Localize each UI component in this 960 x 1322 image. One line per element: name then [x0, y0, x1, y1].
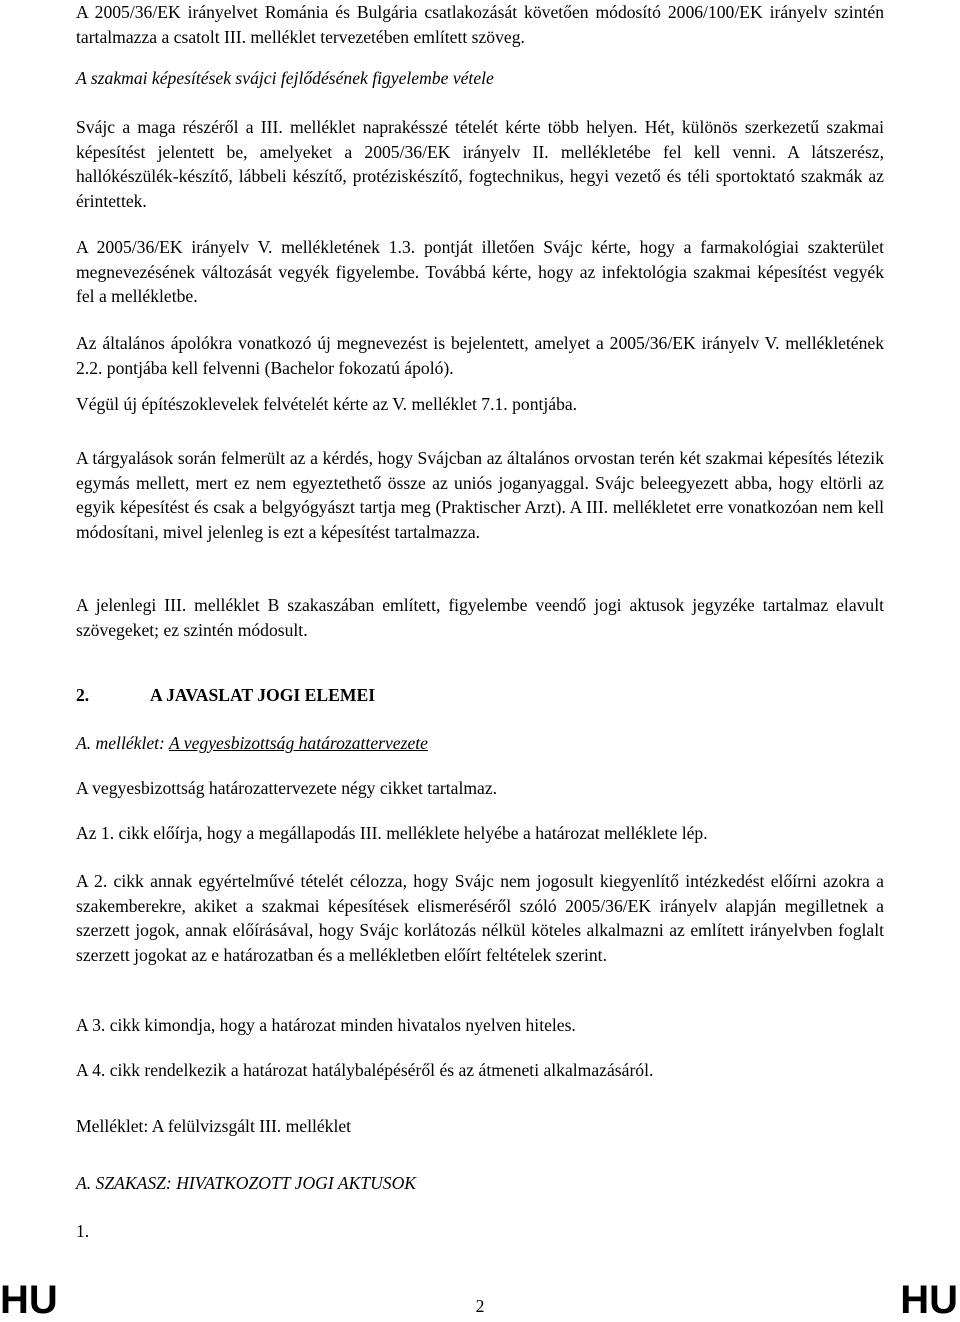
list-number-1: 1. [76, 1221, 90, 1241]
paragraph-four-articles: A vegyesbizottság határozattervezete négy cikket tartalmaz. [76, 778, 498, 798]
paragraph-architecture-diplomas: Végül új építészoklevelek felvételét kérte az V. melléklet 7.1. pontjába. [76, 394, 578, 414]
paragraph-pharmacology-infectology: A 2005/36/EK irányelv V. mellékletének 1.3. pontját illetően Svájc kérte, hogy a farmakológiai szakterület megnevezésének változását vegyék figyelembe. Továbbá kérte, hogy az infektológia szakmai képesítést vegyék fel a mellékletbe. [76, 237, 884, 306]
paragraph-article-3: A 3. cikk kimondja, hogy a határozat minden hivatalos nyelven hiteles. [76, 1015, 576, 1035]
paragraph-general-nurses: Az általános ápolókra vonatkozó új megnevezést is bejelentett, amelyet a 2005/36/EK irányelv V. mellékletének 2.2. pontjába kell felvenni (Bachelor fokozatú ápoló). [76, 333, 884, 378]
paragraph-general-medicine: A tárgyalások során felmerült az a kérdés, hogy Svájcban az általános orvostan terén két szakmai képesítés létezik egymás mellett, mert ez nem egyeztethető össze az uniós joganyaggal. Svájc beleegyezett abba, hogy eltörli az egyik képesítést és csak a belgyógyászt tartja meg (Praktischer Arzt). A III. mellékletet erre vonatkozóan nem kell módosítani, mivel jelenleg is ezt a képesítést tartalmazza. [76, 448, 884, 542]
annex-a-prefix: A. melléklet: [76, 733, 169, 753]
paragraph-directive-2006-100: A 2005/36/EK irányelvet Románia és Bulgária csatlakozását követően módosító 2006/100/EK irányelv szintén tartalmazza a csatolt III. melléklet tervezetében említett szöveg. [76, 2, 884, 47]
section-heading-legal-elements [76, 683, 884, 708]
paragraph-article-4: A 4. cikk rendelkezik a határozat hatálybalépéséről és az átmeneti alkalmazásáról. [76, 1060, 654, 1080]
language-code-right: HU [900, 1278, 958, 1322]
paragraph-swiss-update-request: Svájc a maga részéről a III. melléklet naprakésszé tételét kérte több helyen. Hét, különös szerkezetű szakmai képesítést jelentett be, amelyeket a 2005/36/EK irányelv II. mellékletébe fel kell venni. A látszerész, hallókészülék-készítő, lábbeli készítő, protéziskészítő, fogtechnikus, hegyi vezető és téli sportoktató szakmák az érintettek. [76, 117, 884, 211]
page-number: 2 [475, 1296, 485, 1316]
section-title-swiss-developments: A szakmai képesítések svájci fejlődésének figyelembe vétele [76, 68, 494, 88]
section-a-heading: A. SZAKASZ: HIVATKOZOTT JOGI AKTUSOK [76, 1173, 417, 1193]
annex-a-underlined-title: A vegyesbizottság határozattervezete [168, 733, 428, 753]
annex-a-title [76, 731, 884, 756]
annex-heading-revised-iii: Melléklet: A felülvizsgált III. melléklet [76, 1116, 352, 1136]
language-code-left: HU [0, 1278, 58, 1322]
section-heading-number: 2. [76, 685, 90, 705]
paragraph-article-2: A 2. cikk annak egyértelművé tételét célozza, hogy Svájc nem jogosult kiegyenlítő intézkedést előírni azokra a szakemberekre, akiket a szakmai képesítések elismeréséről szóló 2005/36/EK irányelv alapján megilletnek a szerzett jogok, annak előírásával, hogy Svájc korlátozás nélkül köteles alkalmazni az említett irányelvben foglalt szerzett jogokat az e határozatban és a mellékletben előírt feltételek szerint. [76, 871, 884, 965]
paragraph-article-1: Az 1. cikk előírja, hogy a megállapodás III. melléklete helyébe a határozat melléklete lép. [76, 823, 708, 843]
section-heading-text: A JAVASLAT JOGI ELEMEI [150, 685, 376, 705]
paragraph-outdated-acts: A jelenlegi III. melléklet B szakaszában említett, figyelembe veendő jogi aktusok jegyzéke tartalmaz elavult szövegeket; ez szintén módosult. [76, 595, 884, 640]
